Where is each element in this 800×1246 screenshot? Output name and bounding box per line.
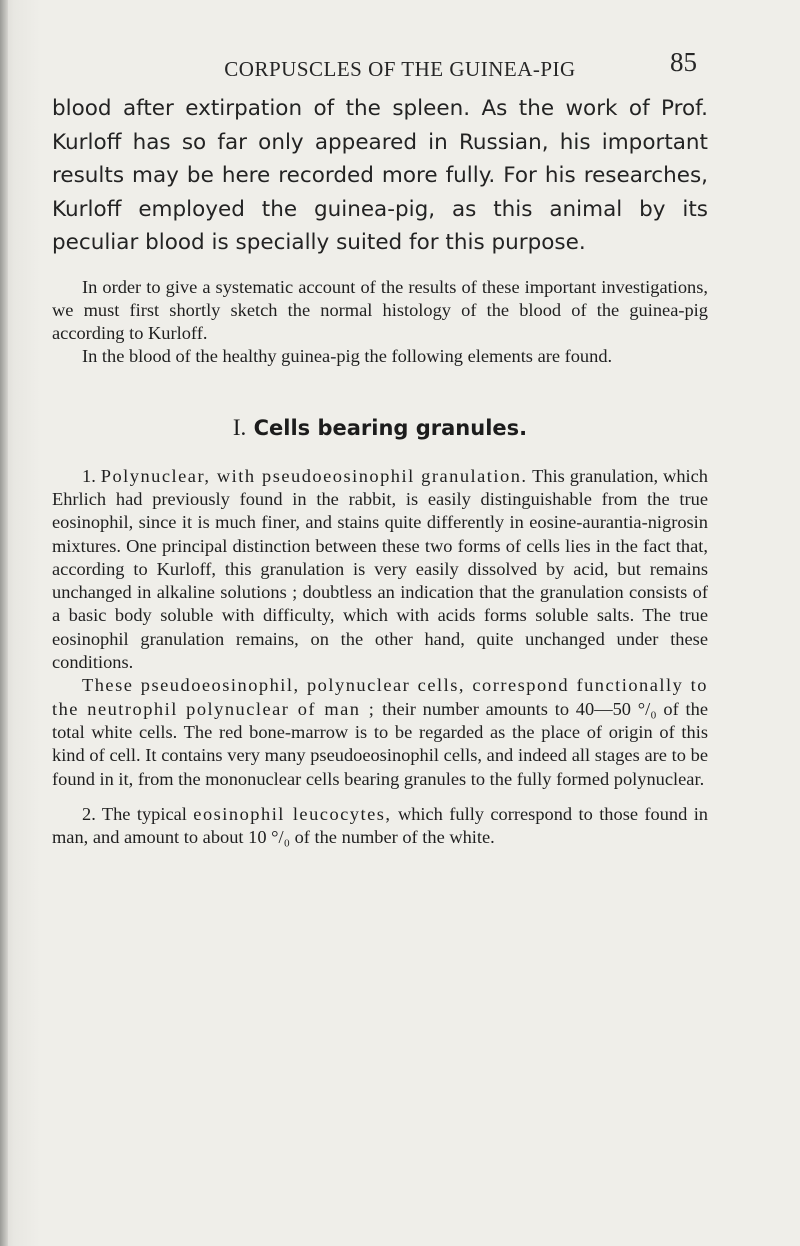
running-head: CORPUSCLES OF THE GUINEA-PIG [224, 57, 576, 81]
item-2-label: eosinophil leucocytes, [193, 803, 392, 824]
page-spine-shadow [0, 0, 8, 1246]
item-2-paragraph [52, 803, 708, 850]
item-1-text: This granulation, which Ehrlich had previously found in the rabbit, is easily distinguishable from the true eosinophil, since it is much finer, and stains quite differently in eosine-aurantia-nigrosin mixtures. One principal distinction between these two forms of cells lies in the fact that, according to Kurloff, this granulation is very easily dissolved by acid, but remains unchanged in alkaline solutions ; doubtless an indication that the granulation consists of a basic body soluble with difficulty, which with acids forms soluble salts. The true eosinophil granulation remains, on the other hand, quite unchanged under these conditions. [52, 465, 708, 673]
item-1-continuation-label: These pseudoeosinophil, polynuclear cells, correspond functionally to the neutrophil polynuclear of man ; [52, 675, 708, 719]
page-content [52, 92, 708, 849]
paragraph-systematic-account: In order to give a systematic account of the results of these important investigations, we must first shortly sketch the normal histology of the blood of the guinea-pig according to Kurloff. [52, 276, 708, 344]
item-2-text: which fully correspond to those found in man, and amount to about 10 °/₀ of the number of the white. [52, 803, 709, 848]
item-1-label: Polynuclear, with pseudoeosinophil granulation. [100, 465, 528, 486]
item-2-prefix: The typical [101, 803, 187, 824]
page-header [0, 47, 800, 87]
item-1-number: 1. [82, 465, 96, 486]
item-1-continuation-text: their number amounts to 40—50 °/₀ of the total white cells. The red bone-marrow is to be regarded as the place of origin of this kind of cell. It contains very many pseudoeosinophil cells, and indeed all stages are to be found in it, from the mononuclear cells bearing granules to the fully formed polynuclear. [52, 698, 708, 789]
section-heading [52, 415, 708, 441]
item-1-continuation-paragraph [52, 674, 708, 790]
item-2-number: 2. [82, 803, 96, 824]
item-1-paragraph [52, 465, 708, 675]
paragraph-elements-found: In the blood of the healthy guinea-pig the following elements are found. [82, 346, 613, 367]
section-title: Cells bearing granules. [253, 415, 528, 440]
lead-paragraph: blood after extirpation of the spleen. As the work of Prof. Kurloff has so far only appeared in Russian, his important results may be here recorded more fully. For his researches, Kurloff employed the guinea-pig, as this animal by its peculiar blood is specially suited for this purpose. [52, 96, 708, 255]
page-number: 85 [670, 47, 697, 77]
section-number: I. [232, 414, 247, 440]
